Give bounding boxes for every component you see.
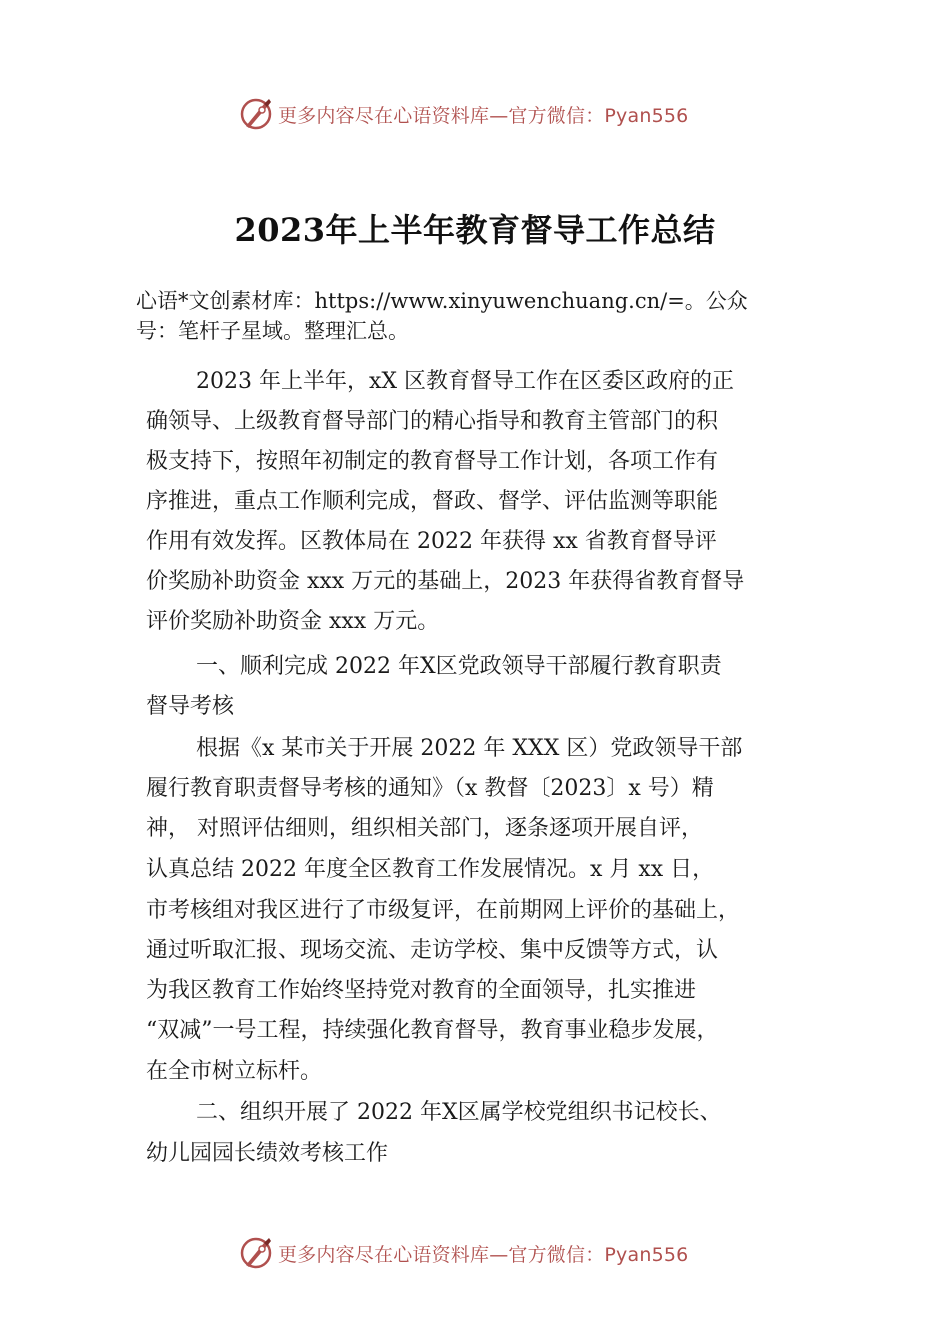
body-line: 为我区教育工作始终坚持党对教育的全面领导，扎实推进 (146, 978, 697, 1003)
footer-watermark-banner (238, 1233, 758, 1273)
document-title: 2023年上半年教育督导工作总结 (234, 211, 716, 249)
section-heading: 二、组织开展了 2022 年X区属学校党组织书记校长、 (196, 1100, 722, 1125)
body-line: 序推进，重点工作顺利完成，督政、督学、评估监测等职能 (146, 489, 719, 514)
watermark-text: 更多内容尽在心语资料库—官方微信：Pyan556 (278, 104, 689, 127)
body-line: 根据《x 某市关于开展 2022 年 XXX 区）党政领导干部 (196, 736, 743, 761)
watermark-text: 更多内容尽在心语资料库—官方微信：Pyan556 (278, 1243, 689, 1266)
body-line: “双减”一号工程，持续强化教育督导，教育事业稳步发展， (146, 1018, 719, 1043)
body-line: 评价奖励补助资金 xxx 万元。 (146, 609, 440, 634)
section-heading: 一、顺利完成 2022 年X区党政领导干部履行教育职责 (196, 654, 722, 679)
body-line: 认真总结 2022 年度全区教育工作发展情况。x 月 xx 日， (146, 857, 715, 882)
body-line: 2023 年上半年，xX 区教育督导工作在区委区政府的正 (196, 369, 735, 394)
source-line: 心语*文创素材库：https://www.xinyuwenchuang.cn/=。公众 (136, 289, 748, 313)
body-line: 履行教育职责督导考核的通知》（x 教督〔2023〕x 号）精 (146, 776, 714, 801)
body-line: 神， 对照评估细则，组织相关部门，逐条逐项开展自评， (146, 816, 703, 841)
header-watermark-banner (238, 94, 758, 134)
body-line: 作用有效发挥。区教体局在 2022 年获得 xx 省教育督导评 (146, 529, 717, 554)
pen-quill-logo-icon (238, 96, 274, 132)
section-heading: 督导考核 (146, 694, 235, 719)
body-line: 通过听取汇报、现场交流、走访学校、集中反馈等方式，认 (146, 938, 719, 963)
body-line: 确领导、上级教育督导部门的精心指导和教育主管部门的积 (146, 409, 719, 434)
source-note (136, 286, 836, 346)
body-line: 价奖励补助资金 xxx 万元的基础上，2023 年获得省教育督导 (146, 569, 745, 594)
body-line: 在全市树立标杆。 (146, 1059, 323, 1084)
section-heading: 幼儿园园长绩效考核工作 (146, 1141, 389, 1166)
body-line: 极支持下，按照年初制定的教育督导工作计划，各项工作有 (146, 449, 719, 474)
pen-quill-logo-icon (238, 1235, 274, 1271)
body-line: 市考核组对我区进行了市级复评，在前期网上评价的基础上， (146, 898, 741, 923)
source-line: 号：笔杆子星域。整理汇总。 (136, 319, 409, 343)
